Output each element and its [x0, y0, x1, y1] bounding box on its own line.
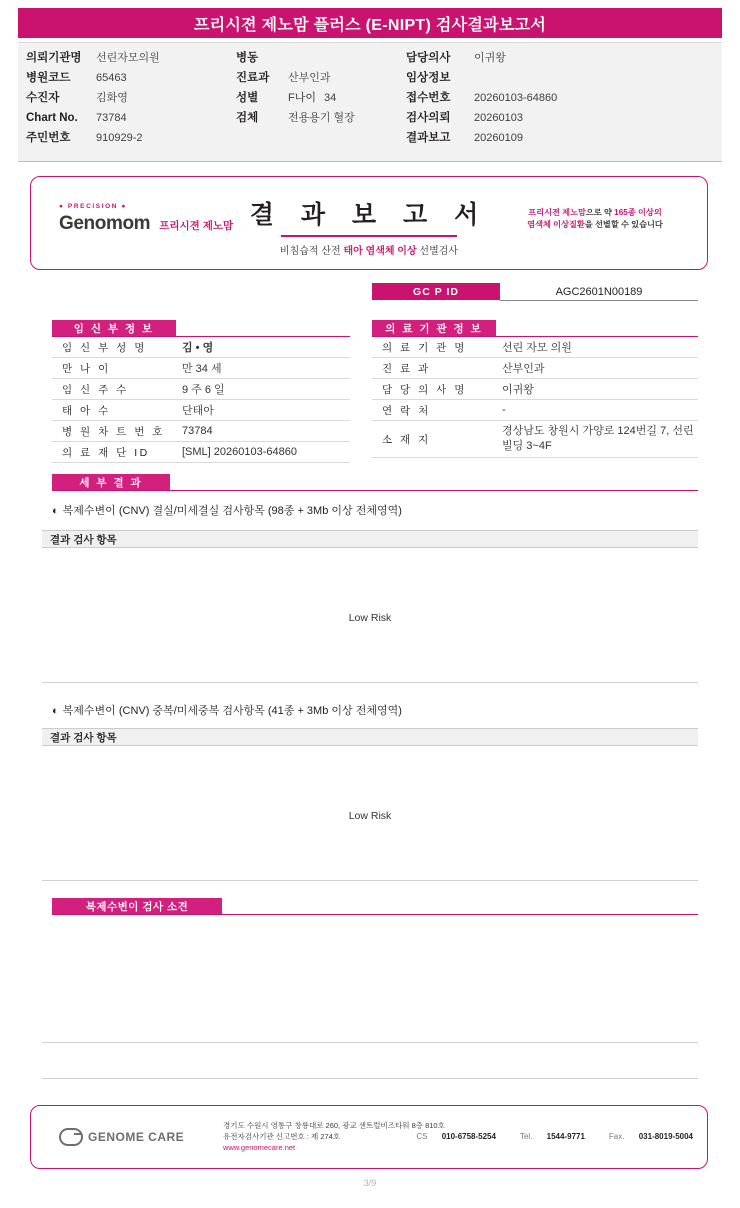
note-tail: 을 선별할 수 있습니다 — [584, 220, 663, 229]
row-key: 의 료 재 단 ID — [62, 446, 150, 459]
contact-label: CS — [416, 1132, 428, 1141]
cnv-divider-1 — [42, 1042, 698, 1043]
section-rule-cnv — [52, 914, 698, 915]
contact-number: 031-8019-5004 — [638, 1132, 693, 1141]
row-value: - — [502, 404, 506, 416]
report-banner — [30, 176, 708, 270]
section-header-pregnant-info: 임 신 부 정 보 — [52, 320, 176, 336]
website-link[interactable]: www.genomecare.net — [223, 1143, 296, 1152]
row-key: 소 재 지 — [382, 433, 431, 446]
detail-bullet-1 — [52, 502, 402, 518]
header-label: 진료과 — [236, 72, 270, 84]
detail-grey-header-2: 결과 검사 항목 — [42, 728, 698, 746]
genome-care-text: GENOME CARE — [88, 1130, 185, 1144]
address-line-1: 경기도 수원시 영통구 창룡대로 260, 광교 센트럴비즈타워 8층 810호 — [223, 1121, 445, 1130]
patient-header-block — [18, 42, 722, 162]
bullet-text: 복제수변이 (CNV) 중복/미세중복 검사항목 (41종 + 3Mb 이상 전체영역) — [62, 705, 402, 717]
row-value: 산부인과 — [502, 363, 545, 375]
header-label: Chart No. — [26, 112, 78, 124]
header-label: 검체 — [236, 112, 259, 124]
header-label: 수진자 — [26, 92, 60, 104]
table-row — [52, 358, 350, 379]
header-field-specimen — [236, 111, 406, 125]
note-mid: 으로 약 — [585, 208, 615, 217]
header-field-clinical-info — [406, 71, 706, 85]
header-value: 910929-2 — [96, 132, 143, 144]
header-value: 선린자모의원 — [96, 52, 160, 64]
row-key: 진 료 과 — [382, 362, 431, 375]
header-column-2 — [236, 51, 406, 131]
header-value: 이귀왕 — [474, 52, 506, 64]
title-underline — [281, 235, 457, 237]
header-value: 김화영 — [96, 92, 128, 104]
contact-fax — [597, 1132, 693, 1141]
header-field-department — [236, 71, 406, 85]
contact-label: Tel. — [519, 1132, 533, 1141]
page-number: 3/9 — [363, 1178, 377, 1188]
header-field-hospital-code — [26, 71, 236, 85]
header-label: 검사의뢰 — [406, 112, 451, 124]
table-row — [372, 379, 698, 400]
table-row — [52, 421, 350, 442]
table-row — [372, 337, 698, 358]
header-field-reception-no — [406, 91, 706, 105]
detail-result-2: Low Risk — [348, 810, 392, 822]
footer-box — [30, 1105, 708, 1169]
row-key: 담 당 의 사 명 — [382, 383, 467, 396]
contact-label: Fax. — [608, 1132, 625, 1141]
header-field-report-date — [406, 131, 706, 145]
genome-care-logo — [59, 1128, 184, 1146]
header-field-request-date — [406, 111, 706, 125]
hospital-info-table — [372, 337, 698, 458]
header-value: 20260109 — [474, 132, 523, 144]
header-label: 성별 — [236, 92, 259, 104]
header-value: 20260103-64860 — [474, 92, 558, 104]
table-row — [52, 442, 350, 463]
pregnant-info-table — [52, 337, 350, 463]
row-key: 임 신 주 수 — [62, 383, 129, 396]
table-row — [52, 337, 350, 358]
row-value: 9 주 6 일 — [182, 384, 225, 396]
header-field-doctor — [406, 51, 706, 65]
contact-number: 010-6758-5254 — [441, 1132, 496, 1141]
gcpid-label: GC P ID — [372, 283, 500, 300]
row-key: 만 나 이 — [62, 362, 111, 375]
row-key: 병 원 차 트 번 호 — [62, 425, 165, 438]
note-brand: 프리시젼 제노맘 — [528, 208, 586, 217]
row-value: [SML] 20260103-64860 — [182, 446, 297, 458]
brand-name-kr: 프리시젼 제노맘 — [159, 220, 234, 232]
banner-note — [505, 207, 685, 231]
table-row — [52, 379, 350, 400]
genome-care-ring-icon — [59, 1128, 83, 1146]
sub-post: 선별검사 — [416, 246, 459, 257]
gcpid-value: AGC2601N00189 — [500, 283, 698, 301]
report-title-main: 결 과 보 고 서 — [249, 201, 489, 229]
row-value: 이귀왕 — [502, 384, 534, 396]
section-rule-detail — [52, 490, 698, 491]
header-field-chart-no — [26, 111, 236, 125]
note-disease: 염색체 이상질환 — [527, 220, 585, 229]
header-label: 임상정보 — [406, 72, 451, 84]
row-value: 선린 자모 의원 — [502, 342, 572, 354]
row-value: 단태아 — [182, 405, 214, 417]
header-field-ward — [236, 51, 406, 65]
header-value: 73784 — [96, 112, 127, 124]
header-value: 65463 — [96, 72, 127, 84]
banner-note-line1 — [505, 207, 685, 219]
detail-divider-1 — [42, 682, 698, 683]
row-value: 73784 — [182, 425, 213, 437]
header-column-3 — [406, 51, 706, 151]
page-title: 프리시젼 제노맘 플러스 (E-NIPT) 검사결과보고서 — [18, 8, 722, 38]
row-value: 만 34 세 — [182, 363, 222, 375]
table-row — [372, 358, 698, 379]
address-line-2: 유전자검사기관 신고번호 : 제 274호 — [223, 1132, 341, 1141]
header-field-resident-no — [26, 131, 236, 145]
row-value: 김 • 영 — [182, 342, 214, 354]
header-label: 접수번호 — [406, 92, 451, 104]
table-row — [372, 400, 698, 421]
header-value: 산부인과 — [288, 72, 331, 84]
header-label-age: 나이 — [294, 92, 316, 104]
report-title-sub — [31, 242, 707, 257]
detail-bullet-2 — [52, 702, 402, 718]
header-label: 담당의사 — [406, 52, 451, 64]
table-row — [372, 421, 698, 458]
row-key: 임 신 부 성 명 — [62, 341, 147, 354]
bullet-text: 복제수변이 (CNV) 결실/미세결실 검사항목 (98종 + 3Mb 이상 전체영역) — [62, 505, 402, 517]
note-count: 165종 이상의 — [614, 208, 662, 217]
row-value: 경상남도 창원시 가양로 124번길 7, 선린 빌딩 3~4F — [502, 425, 694, 452]
header-column-1 — [26, 51, 236, 151]
contact-cs — [404, 1132, 496, 1141]
header-label: 병원코드 — [26, 72, 71, 84]
bullet-icon: ◐ — [52, 705, 59, 717]
brand-name: Genomom — [59, 213, 151, 234]
header-value-age: 34 — [324, 92, 337, 104]
header-field-sex-age — [236, 91, 406, 105]
header-label: 결과보고 — [406, 132, 451, 144]
banner-note-line2 — [505, 219, 685, 231]
header-label: 주민번호 — [26, 132, 71, 144]
detail-divider-2 — [42, 880, 698, 881]
section-header-hospital-info: 의 료 기 관 정 보 — [372, 320, 496, 336]
section-header-detail-result: 세 부 결 과 — [52, 474, 170, 490]
header-field-institution — [26, 51, 236, 65]
sub-pre: 비침습적 산전 — [279, 246, 344, 257]
row-key: 태 아 수 — [62, 404, 111, 417]
detail-result-1: Low Risk — [348, 612, 392, 624]
header-field-patient — [26, 91, 236, 105]
header-value: F — [288, 92, 295, 104]
section-header-cnv-opinion: 복제수변이 검사 소견 — [52, 898, 222, 914]
sub-em: 태아 염색체 이상 — [343, 246, 417, 257]
precision-tag: ● PRECISION ● — [59, 203, 128, 210]
header-value: 전용용기 혈장 — [288, 112, 355, 124]
header-value: 20260103 — [474, 112, 523, 124]
bullet-icon: ◐ — [52, 505, 59, 517]
contact-tel — [508, 1132, 585, 1141]
detail-grey-header-1: 결과 검사 항목 — [42, 530, 698, 548]
header-label: 의뢰기관명 — [26, 52, 82, 64]
row-key: 연 락 처 — [382, 404, 431, 417]
header-label: 병동 — [236, 52, 259, 64]
contact-number: 1544-9771 — [546, 1132, 585, 1141]
table-row — [52, 400, 350, 421]
cnv-divider-2 — [42, 1078, 698, 1079]
row-key: 의 료 기 관 명 — [382, 341, 467, 354]
footer-contacts — [392, 1132, 693, 1141]
